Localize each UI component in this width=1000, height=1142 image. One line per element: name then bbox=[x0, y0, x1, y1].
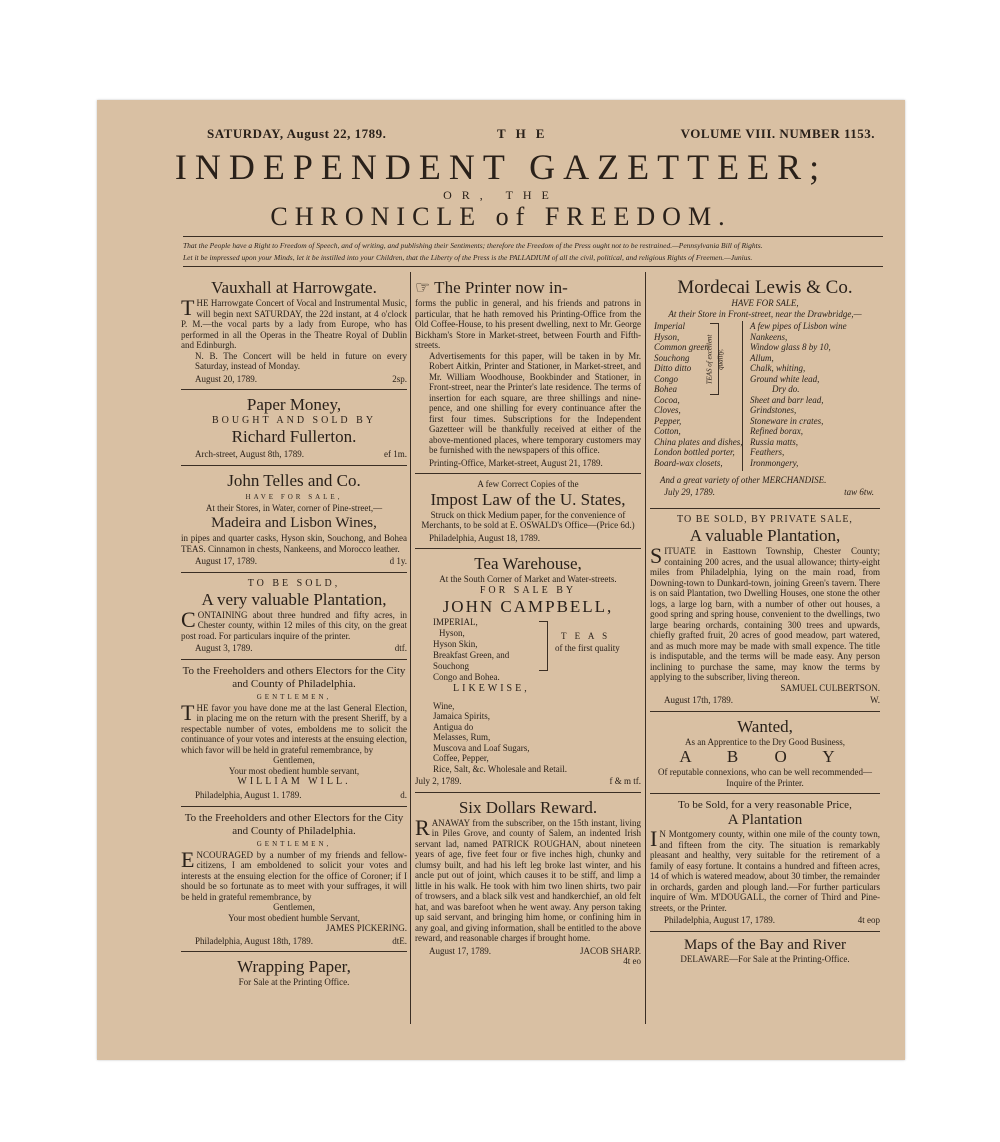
column-divider-2 bbox=[645, 272, 646, 1024]
divider bbox=[181, 806, 407, 807]
right-item: Feathers, bbox=[750, 447, 785, 457]
divider bbox=[650, 793, 880, 794]
ad-printer-notice bbox=[415, 278, 641, 468]
merch-footer: And a great variety of other MERCHANDISE. bbox=[660, 475, 827, 485]
ad-signature: JAMES PICKERING. bbox=[325, 923, 407, 933]
ad-code: 4t eop bbox=[857, 915, 880, 925]
ad-body: SITUATE in Easttown Township, Chester County; containing 200 acres, and the usual allowance; thirty-eight miles from Philadelphia, lying on the main road, from Downing-town to Dunkard-town, joining Green's tavern. There is on said Plantation, two Dwelling Houses, one stone the other logs, a large log barn, with a number of other out houses, a good spring and spring house, convenient to the dwellings, two large bearing orchards, containing 300 trees and upwards, chiefly grafted fruit, 20 acres of good meadow, part watered, and as much more may be made with small expence. The title is indisputable, and the terms will be made easy. Any person inclining to purchase the same, may know the terms by applying to the subscriber, living thereon. bbox=[650, 543, 880, 682]
ad-code: 4t eo bbox=[623, 956, 641, 966]
tea-item-0: IMPERIAL, bbox=[433, 616, 478, 627]
ad-date-line bbox=[181, 556, 407, 567]
ad-subtitle: To be Sold, for a very reasonable Price, bbox=[678, 799, 852, 811]
tea-bohea: Congo and Bohea. bbox=[433, 671, 500, 682]
ad-name: Richard Fullerton. bbox=[231, 427, 357, 446]
tea-rice: Rice, Salt, &c. Wholesale and Retail. bbox=[433, 763, 568, 774]
right-item: Ground white lead, bbox=[750, 373, 820, 384]
ad-signature: WILLIAM WILL. bbox=[237, 776, 351, 787]
ad-subtitle: A few Correct Copies of the bbox=[477, 479, 579, 489]
left-item: Cotton, bbox=[654, 426, 681, 436]
newspaper-page bbox=[97, 100, 905, 1060]
ad-location: At their Store in Front-street, near the Drawbridge,— bbox=[668, 308, 862, 319]
ad-title: To the Freeholders and others Electors for the City and County of Philadelphia. bbox=[182, 664, 406, 690]
ad-date-line bbox=[181, 374, 407, 385]
tea-item-2-3: Melasses, Rum, bbox=[433, 732, 491, 742]
ad-tea-warehouse bbox=[415, 554, 641, 787]
ad-date: Printing-Office, Market-street, August 21, 1789. bbox=[429, 457, 603, 468]
ad-wrapping-paper bbox=[181, 957, 407, 988]
ad-body: in pipes and quarter casks, Hyson skin, Souchong, and Bohea TEAS. Cinnamon in chests, Nankeens, and Morocco leather. bbox=[181, 533, 407, 554]
divider bbox=[181, 951, 407, 952]
ad-maps bbox=[650, 937, 880, 965]
ad-date: Philadelphia, August 18, 1789. bbox=[429, 532, 540, 543]
ad-code: taw 6tw. bbox=[844, 487, 874, 497]
ad-wines: Madeira and Lisbon Wines, bbox=[211, 515, 377, 531]
ad-title: Wrapping Paper, bbox=[237, 957, 351, 976]
ad-subtitle: DELAWARE—For Sale at the Printing-Office. bbox=[680, 953, 850, 964]
masthead-rule bbox=[183, 236, 883, 237]
tea-list bbox=[433, 617, 641, 701]
divider bbox=[650, 711, 880, 712]
column-3 bbox=[650, 272, 880, 964]
left-item: Bohea bbox=[654, 384, 677, 394]
ad-date: August 17, 1789. bbox=[195, 556, 258, 566]
right-item: A few pipes of Lisbon wine bbox=[750, 321, 847, 331]
ad-date: July 29, 1789. bbox=[664, 487, 715, 497]
right-item: Nankeens, bbox=[750, 331, 788, 342]
ad-title: Maps of the Bay and River bbox=[683, 936, 847, 953]
column-2 bbox=[415, 272, 641, 967]
divider bbox=[415, 473, 641, 474]
ad-location: At their Stores, in Water, corner of Pine-street,— bbox=[205, 502, 383, 513]
ad-name: JOHN CAMPBELL, bbox=[442, 596, 614, 616]
ad-closing-1: Gentlemen, bbox=[273, 902, 315, 912]
motto-line-1: That the People have a Right to Freedom of Speech, and of writing, and publishing their Sentiments; therefore the Freedom of the Press ought not to be restrained.—Pennsylvania Bill of Rights. bbox=[183, 241, 763, 250]
ad-vauxhall bbox=[181, 278, 407, 384]
ad-code: W. bbox=[870, 695, 880, 705]
ad-body: THE favor you have done me at the last General Election, in placing me on the return with the present Sheriff, by a respectable number of votes, emboldens me to solicit the continuance of your votes and interests at the ensuing election, which favor will be held in grateful remembrance, by bbox=[181, 699, 407, 755]
ad-impost-law bbox=[415, 479, 641, 543]
ad-body: Struck on thick Medium paper, for the convenience of Merchants, to be sold at E. OSWALD's Office—(Price 6d.) bbox=[421, 509, 635, 530]
ad-date: August 3, 1789. bbox=[195, 643, 253, 653]
ad-date-line bbox=[181, 790, 407, 801]
ad-body: forms the public in general, and his friends and patrons in particular, that he hath removed his Printing-Office from the Old Coffee-House, to his present dwelling, next to Mr. George Bickham's Store in Market-street, between Fourth and Fifth-streets. bbox=[415, 298, 641, 350]
ad-date: July 2, 1789. bbox=[415, 776, 462, 786]
masthead-or-the: OR, THE bbox=[443, 188, 559, 202]
right-item: Window glass 8 by 10, bbox=[750, 342, 831, 352]
column-divider-1 bbox=[410, 272, 411, 1024]
tea-item-2-2: Antigua do bbox=[433, 721, 474, 732]
left-item: Cloves, bbox=[654, 405, 681, 415]
ad-date: Philadelphia, August 18th, 1789. bbox=[195, 935, 313, 946]
ad-signature: SAMUEL CULBERTSON. bbox=[780, 682, 880, 693]
ad-closing-2: Your most obedient humble Servant, bbox=[228, 912, 360, 923]
ad-code: f & m tf. bbox=[609, 776, 641, 786]
divider bbox=[650, 508, 880, 509]
merchandise-list bbox=[650, 319, 880, 503]
ad-six-dollars-reward bbox=[415, 798, 641, 967]
divider bbox=[181, 465, 407, 466]
ad-subtitle: TO BE SOLD, BY PRIVATE SALE, bbox=[677, 514, 853, 525]
ad-title: Wanted, bbox=[737, 716, 793, 736]
ad-subtitle: For Sale at the Printing Office. bbox=[238, 977, 350, 987]
column-1 bbox=[181, 272, 407, 988]
ad-date-line bbox=[415, 776, 641, 787]
ad-boy: A B O Y bbox=[679, 747, 851, 766]
ad-date-line bbox=[181, 449, 407, 460]
ad-plantation-montgomery bbox=[650, 799, 880, 926]
divider bbox=[415, 548, 641, 549]
ad-body: RANAWAY from the subscriber, on the 15th instant, living in Piles Grove, and county of Salem, an indented Irish servant lad, named PATRICK ROUGHAN, about nineteen years of age, five feet four or five inches high, chunky and clumsy built, and had his left leg broke last winter, and his ancle put out of joint, which causes it to be stiff, and limp a little in his walk. He took with him two linen shirts, two pair of trowsers, and a black silk vest and handkerchief, an old felt hat, and was barefoot when he went away. Any person taking up said servant, and bringing him home, or confining him in any goal, and giving information, shall be entitled to the above reward, and reasonable charges if brought home. bbox=[415, 814, 641, 943]
ad-body-2: Advertisements for this paper, will be taken in by Mr. Robert Aitkin, Printer and Stationer, in Market-street, and Mr. William Woodhouse, Bookbinder and Stationer, in Front-street, near the Printer's late residence. The terms of insertion for each square, are three shillings and nine-pence, and one shilling for every continuance after the first four times. Subscriptions for the Independent Gazetteer will be thankfully received at either of the above-mentioned places, where temporary customers may be furnished with the newspapers of this office. bbox=[429, 350, 641, 455]
ad-title: To the Freeholders and other Electors for the City and County of Philadelphia. bbox=[184, 811, 404, 837]
ad-title: A very valuable Plantation, bbox=[201, 589, 387, 609]
ad-greeting: GENTLEMEN, bbox=[256, 692, 332, 701]
tea-item-4: Souchong bbox=[433, 660, 469, 671]
divider bbox=[415, 792, 641, 793]
ad-subtitle: HAVE FOR SALE, bbox=[245, 492, 343, 501]
ad-date-line bbox=[181, 643, 407, 654]
divider bbox=[650, 931, 880, 932]
tea-likewise: LIKEWISE, bbox=[453, 682, 530, 694]
newspaper-subtitle: CHRONICLE of FREEDOM. bbox=[270, 202, 732, 231]
issue-date: SATURDAY, August 22, 1789. bbox=[207, 126, 387, 141]
ad-title: Tea Warehouse, bbox=[474, 554, 582, 573]
ad-date: August 17, 1789. bbox=[429, 945, 492, 956]
ad-subtitle: HAVE FOR SALE, bbox=[731, 298, 799, 308]
divider bbox=[181, 659, 407, 660]
ad-wanted bbox=[650, 717, 880, 789]
ad-subtitle: As an Apprentice to the Dry Good Business, bbox=[685, 736, 845, 747]
ad-body: Of reputable connexions, who can be well recommended—Inquire of the Printer. bbox=[658, 767, 872, 788]
tea-bracket bbox=[539, 621, 548, 671]
left-item: Souchong bbox=[654, 352, 690, 363]
ad-date-line bbox=[181, 936, 407, 947]
ad-title: Paper Money, bbox=[246, 395, 342, 414]
ad-date: Philadelphia, August 1. 1789. bbox=[195, 790, 302, 800]
left-item: Congo bbox=[654, 373, 679, 384]
ad-date-line bbox=[415, 946, 641, 957]
ad-freeholders-pickering bbox=[181, 812, 407, 947]
right-item: Sheet and barr lead, bbox=[750, 394, 824, 405]
left-item: Hyson, bbox=[654, 331, 680, 342]
tea-item-2-5: Coffee, Pepper, bbox=[433, 753, 489, 763]
right-item: Russia matts, bbox=[750, 436, 799, 447]
right-item: Dry do. bbox=[772, 384, 800, 394]
ad-greeting: GENTLEMEN, bbox=[256, 839, 332, 848]
ad-note: N. B. The Concert will be held in future on every Saturday, instead of Monday. bbox=[195, 350, 407, 371]
ad-closing-2: Your most obedient humble servant, bbox=[228, 765, 360, 776]
masthead-the: THE bbox=[497, 126, 555, 141]
ad-body: ENCOURAGED by a number of my friends and fellow-citizens, I am emboldened to solicit your votes and interests at the ensuing election for the office of Coroner; if I should be so fortunate as to meet with your suffrages, it will be held in grateful remembrance, by bbox=[181, 846, 407, 902]
ad-code: dtf. bbox=[394, 643, 407, 653]
left-item: Common green bbox=[654, 342, 709, 352]
ad-date-line bbox=[664, 487, 874, 498]
left-item: Cocoa, bbox=[654, 394, 680, 405]
ad-date: August 17th, 1789. bbox=[664, 695, 734, 705]
ad-code: ef 1m. bbox=[384, 449, 407, 459]
tea-item-2: Hyson Skin, bbox=[433, 638, 478, 649]
volume-number: VOLUME VIII. NUMBER 1153. bbox=[680, 126, 875, 141]
ad-title: A valuable Plantation, bbox=[689, 526, 841, 545]
tea-list-2 bbox=[433, 701, 641, 775]
tea-label: T E A S bbox=[561, 630, 611, 641]
tea-quality: of the first quality bbox=[555, 642, 620, 653]
ad-closing-1: Gentlemen, bbox=[273, 755, 315, 765]
ad-freeholders-will bbox=[181, 665, 407, 801]
right-item: Ironmongery, bbox=[750, 457, 799, 468]
divider bbox=[181, 389, 407, 390]
ad-title: Mordecai Lewis & Co. bbox=[677, 277, 853, 298]
left-item: London bottled porter, bbox=[654, 447, 735, 457]
ad-body: CONTAINING about three hundred and fifty acres, in Chester county, within 12 miles of this city, on the great post road. For particulars inquire of the printer. bbox=[181, 606, 407, 641]
right-item: Allum, bbox=[750, 352, 774, 363]
motto-line-2: Let it be impressed upon your Minds, let it be instilled into your Children, that the Liberty of the Press is the PALLADIUM of all the civil, political, and religious Rights of Freemen.—Junius. bbox=[183, 253, 753, 262]
ad-code: dtE. bbox=[392, 935, 407, 946]
ad-date: Arch-street, August 8th, 1789. bbox=[195, 449, 304, 459]
ad-body: THE Harrowgate Concert of Vocal and Instrumental Music, will begin next SATURDAY, the 22d instant, at 4 o'clock P. M.—the vocal parts by a lady from Europe, who has performed in all the Operas in the Theatre Royal of Dublin and Edinburgh. bbox=[181, 295, 407, 350]
newspaper-title: INDEPENDENT GAZETTEER; bbox=[174, 147, 828, 187]
ad-code: d. bbox=[400, 790, 407, 800]
ad-title: Impost Law of the U. States, bbox=[430, 489, 626, 509]
right-item: Refined borax, bbox=[750, 426, 803, 436]
right-item: Stoneware in crates, bbox=[750, 415, 824, 426]
tea-item-2-1: Jamaica Spirits, bbox=[433, 711, 490, 721]
ad-date: August 20, 1789. bbox=[195, 373, 258, 384]
right-item: Chalk, whiting, bbox=[750, 363, 806, 373]
left-item: Board-wax closets, bbox=[654, 457, 723, 468]
teas-label: TEAS of excellent quality, bbox=[705, 334, 724, 385]
divider bbox=[181, 572, 407, 573]
left-item: Ditto ditto bbox=[654, 363, 692, 373]
ad-mordecai-lewis bbox=[650, 278, 880, 503]
ad-title: ☞ The Printer now in- bbox=[415, 278, 568, 297]
ad-title: John Telles and Co. bbox=[227, 470, 361, 490]
tea-item-1: Hyson, bbox=[439, 627, 465, 638]
right-items bbox=[750, 321, 880, 468]
ad-subtitle: TO BE SOLD, bbox=[247, 577, 341, 589]
ad-signature: JACOB SHARP. bbox=[579, 945, 641, 956]
left-item: Pepper, bbox=[654, 415, 682, 426]
ad-for-sale: FOR SALE BY bbox=[479, 584, 577, 596]
motto-rule bbox=[183, 266, 883, 267]
ad-subtitle: BOUGHT AND SOLD BY bbox=[211, 415, 377, 426]
ad-body: IN Montgomery county, within one mile of the county town, and fifteen from the city. The situation is remarkably pleasant and healthy, very suitable for the retirement of a family of easy fortune. It contains a hundred and fifteen acres, 14 of which is watered meadow, about 30 timber, the remainder in orchards, garden and plough land.—For further particulars inquire of Wm. M'DOUGALL, the corner of Third and Pine-streets, or the Printer. bbox=[650, 826, 880, 913]
left-item: Imperial bbox=[654, 321, 685, 331]
tea-item-2-0: Wine, bbox=[433, 700, 455, 711]
left-item: China plates and dishes, bbox=[654, 436, 743, 447]
ad-code: d 1y. bbox=[389, 556, 407, 566]
tea-item-3: Breakfast Green, and bbox=[433, 649, 510, 660]
tea-item-2-4: Muscova and Loaf Sugars, bbox=[433, 742, 530, 753]
ad-location: At the South Corner of Market and Water-streets. bbox=[439, 574, 617, 584]
ad-paper-money bbox=[181, 395, 407, 460]
ad-john-telles bbox=[181, 471, 407, 567]
ad-title: Vauxhall at Harrowgate. bbox=[211, 278, 377, 297]
list-divider bbox=[742, 321, 743, 471]
ad-date-line bbox=[650, 695, 880, 706]
ad-title: Six Dollars Reward. bbox=[458, 797, 598, 817]
right-item: Grindstones, bbox=[750, 405, 797, 415]
ad-plantation bbox=[181, 578, 407, 654]
ad-title: A Plantation bbox=[727, 812, 803, 828]
ad-code: 2sp. bbox=[392, 373, 407, 384]
ad-date: Philadelphia, August 17, 1789. bbox=[664, 915, 775, 925]
ad-date-line bbox=[650, 915, 880, 926]
ad-private-sale bbox=[650, 514, 880, 706]
